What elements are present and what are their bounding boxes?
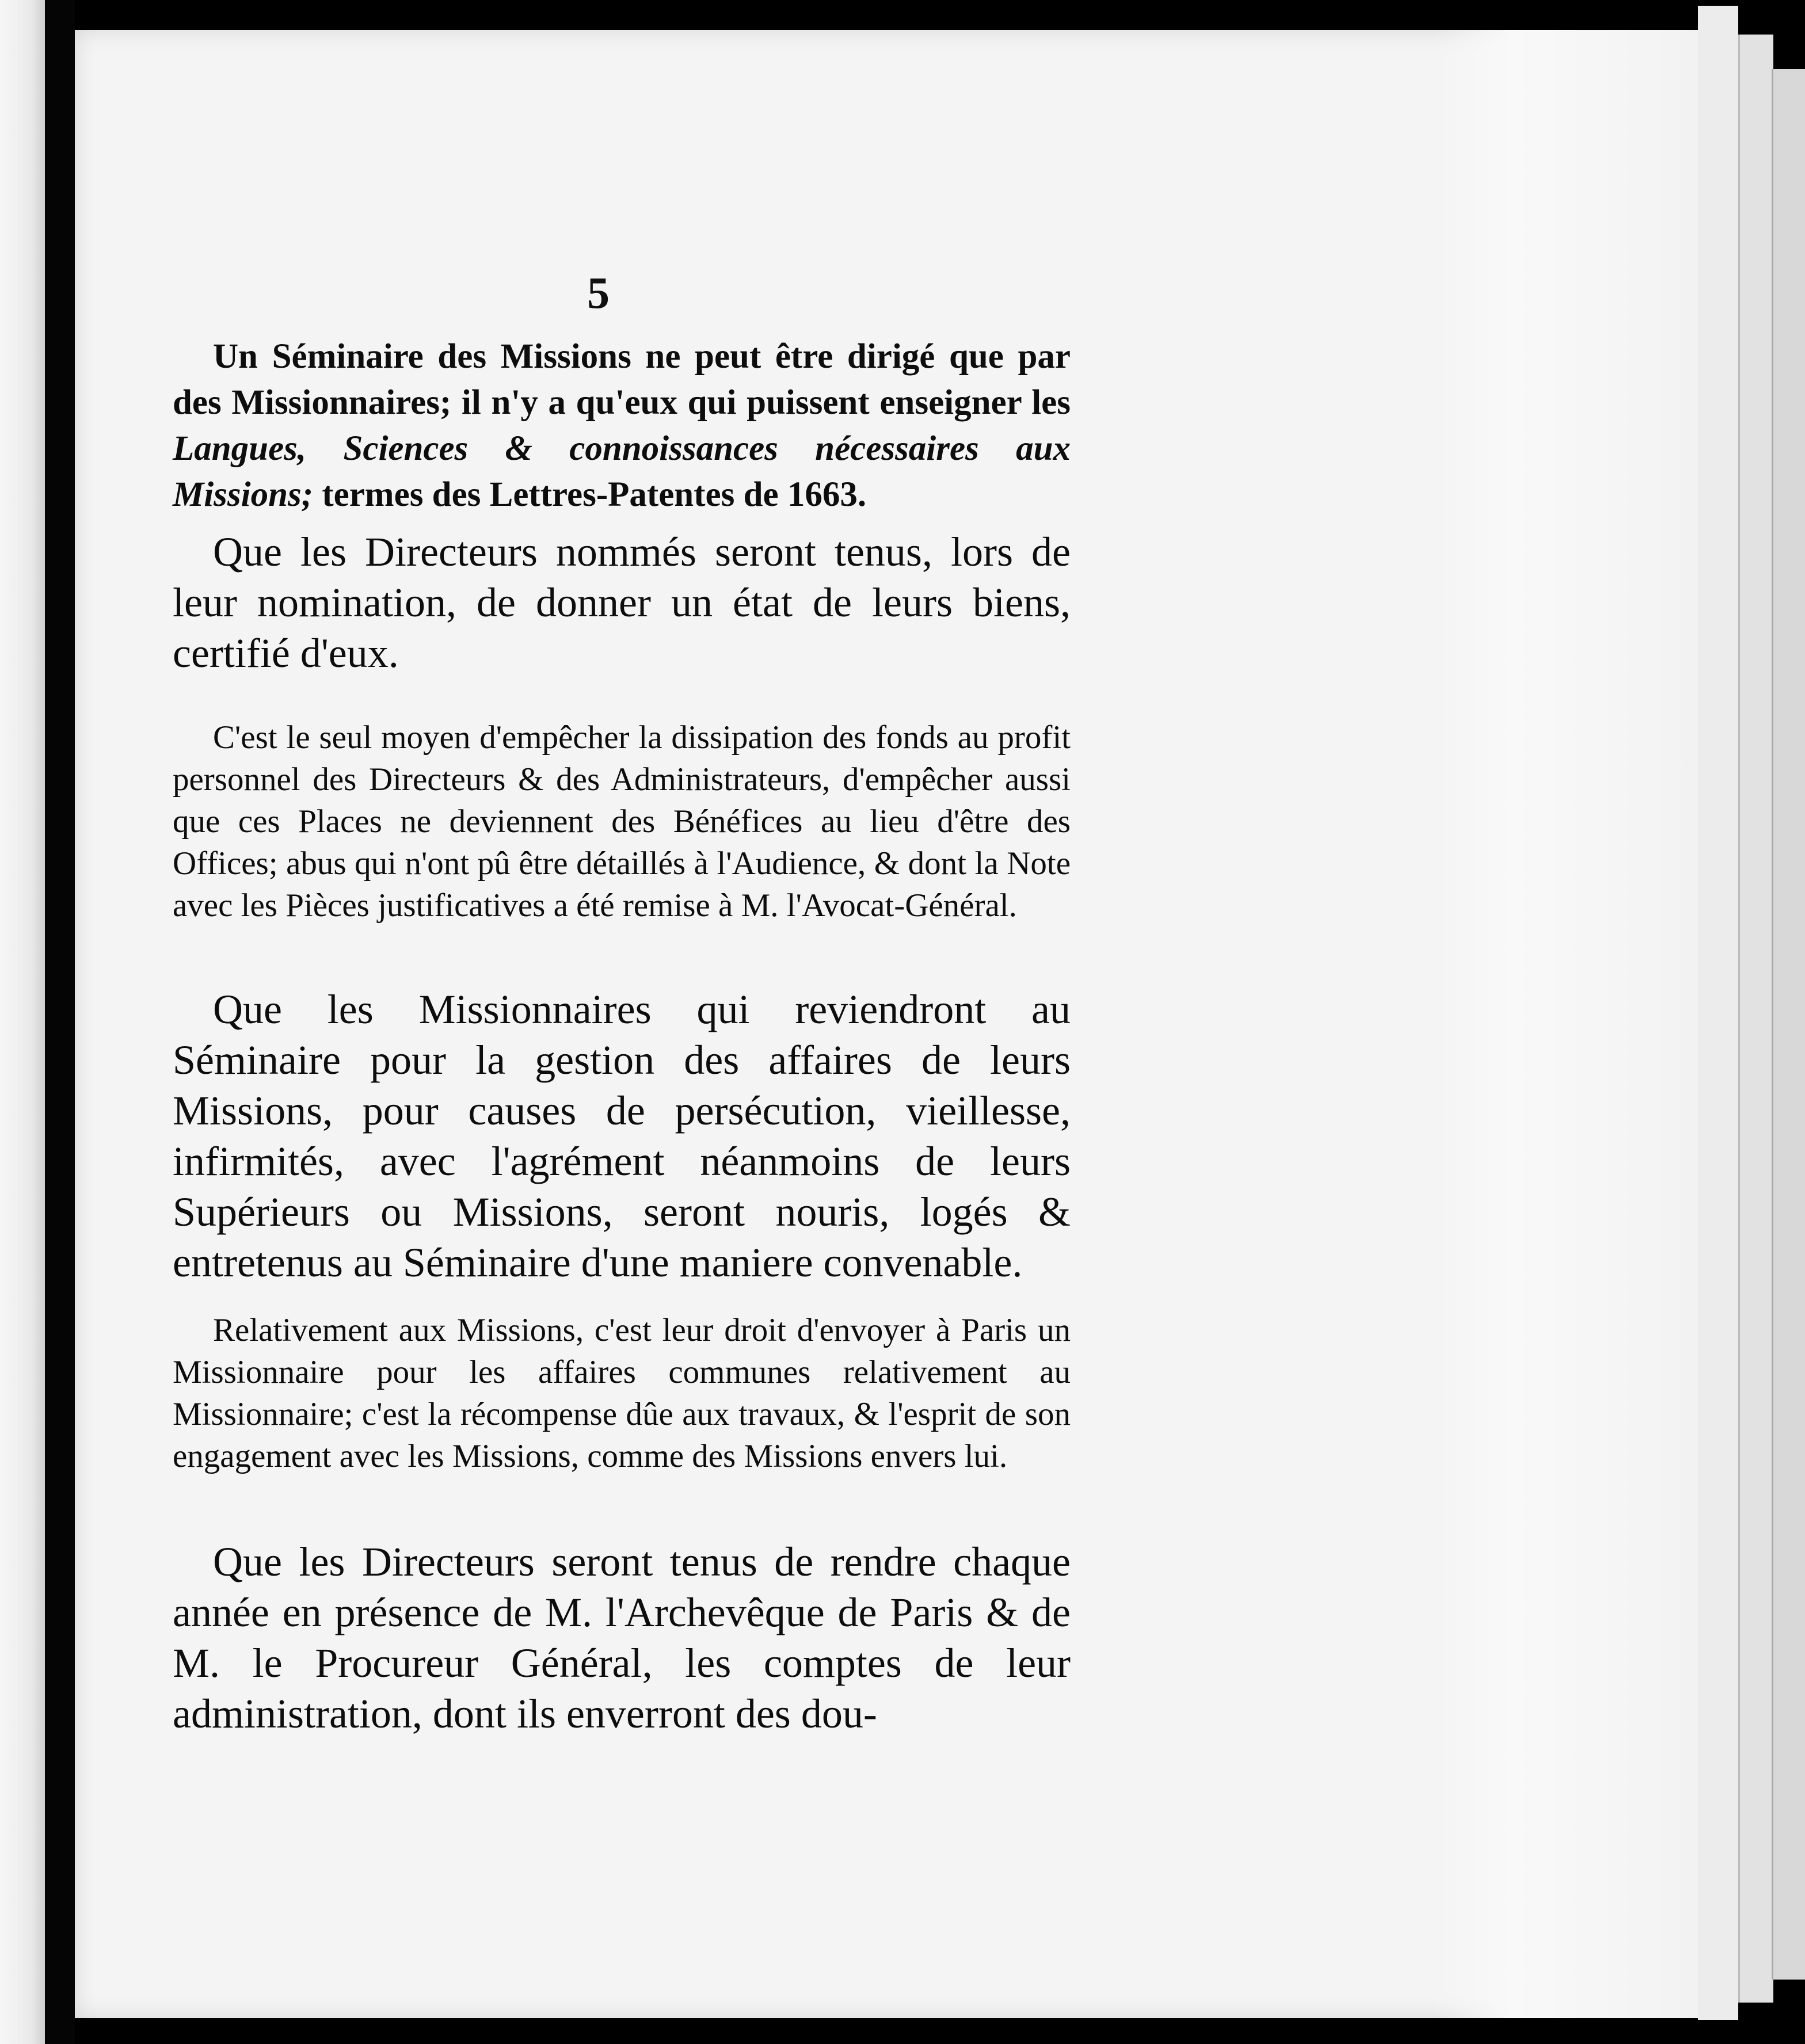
book-binding [45,0,75,2044]
paragraph-directors-inventory [173,527,1071,678]
paragraph-text: Un Séminaire des Missions ne peut être dirigé que par des Missionnaires; il n'y a qu'eux qui puissent enseigner les [173,337,1071,422]
stacked-page-edge [1738,35,1773,2003]
paragraph-text: termes des Lettres-Patentes de 1663. [313,475,867,514]
paragraph-dissipation-of-funds [173,716,1071,926]
stacked-page-edge [1698,6,1738,2020]
paragraph-text: Relativement aux Missions, c'est leur droit d'envoyer à Paris un Missionnaire pour les affaires communes relativement au Missionnaire; c'est la récompense dûe aux travaux, & l'esprit de son engagement avec les Missions, comme des Missions envers lui. [173,1312,1071,1474]
paragraph-annual-accounts [173,1536,1071,1739]
paragraph-returning-missionaries [173,984,1071,1288]
paragraph-missions-rights [173,1309,1071,1477]
paragraph-text: Que les Directeurs seront tenus de rendre chaque année en présence de M. l'Archevêque de Paris & de M. le Procureur Général, les comptes de leur administration, dont ils enverront des dou- [173,1539,1071,1737]
page-number: 5 [587,268,610,318]
paragraph-text: Que les Directeurs nommés seront tenus, lors de leur nomination, de donner un état de leurs biens, certifié d'eux. [173,529,1071,676]
italic-quote: Langues, Sciences & connoissances nécessaires aux Missions; [173,429,1071,514]
left-page-edge [0,0,45,2044]
stacked-page-edge [1772,69,1805,1980]
paragraph-seminary-direction [173,334,1071,518]
paragraph-text: C'est le seul moyen d'empêcher la dissipation des fonds au profit personnel des Directeurs & des Administrateurs, d'empêcher aussi que ces Places ne deviennent des Bénéfices au lieu d'être des Offices; abus qui n'ont pû être détaillés à l'Audience, & dont la Note avec les Pièces justificatives a été remise à M. l'Avocat-Général. [173,719,1071,924]
page-margin [1433,30,1698,2018]
paragraph-text: Que les Missionnaires qui reviendront au Séminaire pour la gestion des affaires de leurs Missions, pour causes de persécution, vieillesse, infirmités, avec l'agrément néanmoins de leurs Supérieurs ou Missions, seront nouris, logés & entretenus au Séminaire d'une maniere convenable. [173,986,1071,1286]
